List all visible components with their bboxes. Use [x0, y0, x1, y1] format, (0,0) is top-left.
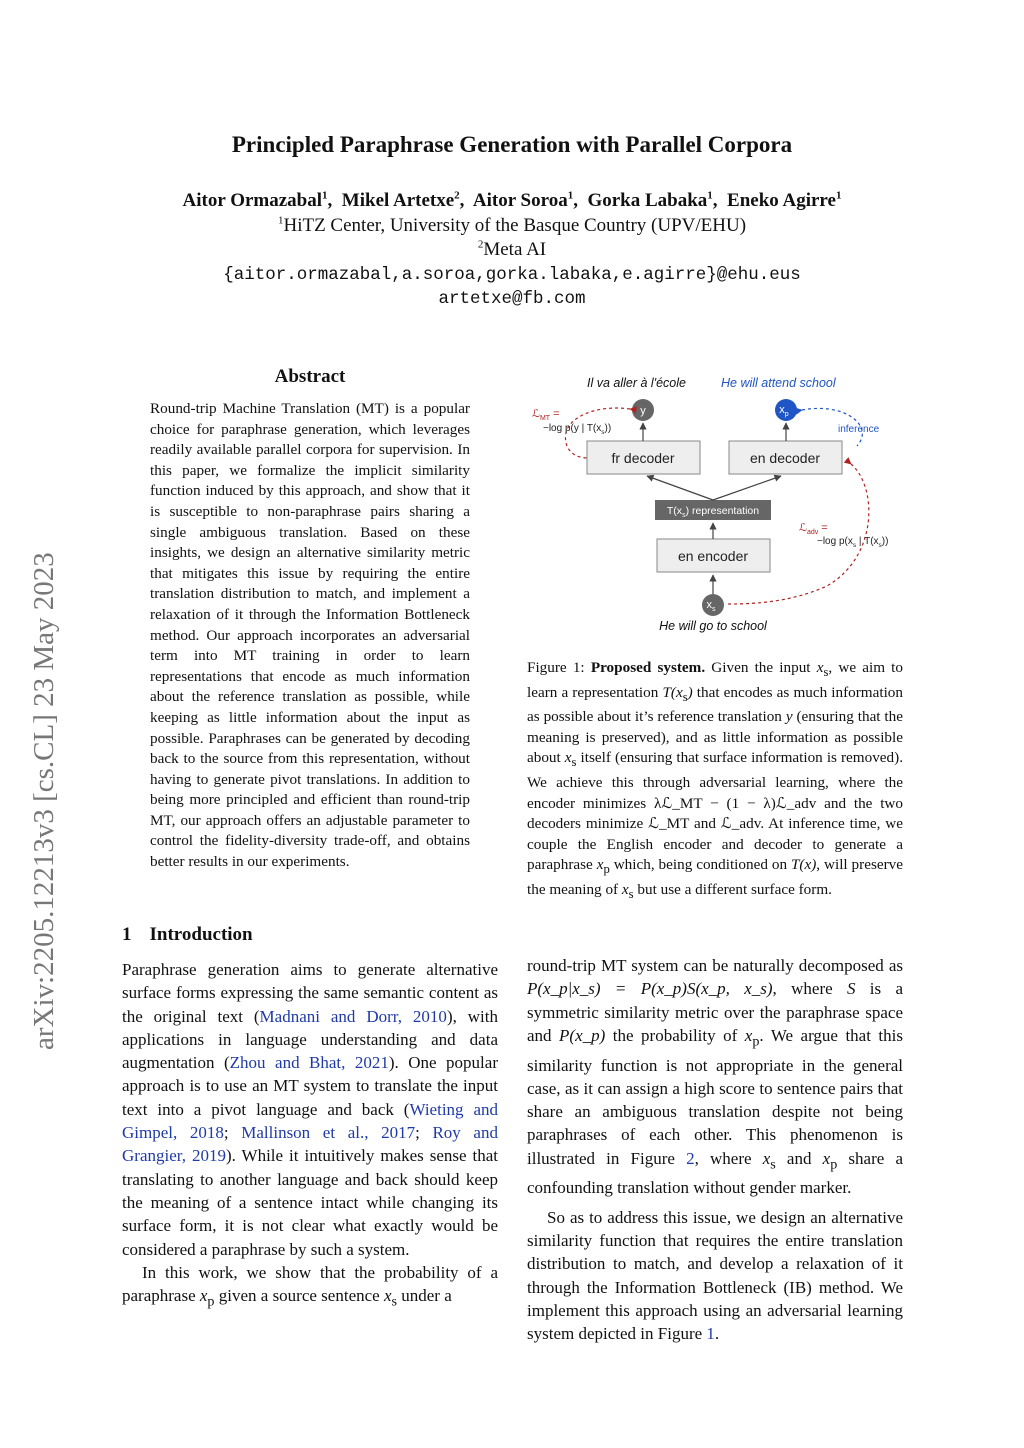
math-xs: x: [564, 749, 572, 767]
en-decoder-label: en decoder: [749, 450, 821, 466]
figure-1-caption: [527, 658, 903, 905]
math-xs: x: [383, 1286, 392, 1306]
affiliation: [0, 239, 1024, 261]
caption-text: but use a different surface form.: [633, 881, 832, 899]
math-Txs-end: ): [687, 683, 693, 701]
svg-text:ℒadv =: [799, 522, 828, 536]
citation-link[interactable]: Mallinson et al., 2017: [241, 1123, 416, 1143]
inference-label: inference: [838, 424, 880, 435]
author: Mikel Artetxe: [341, 190, 455, 211]
author-affil-mark: 1: [322, 189, 328, 202]
node-xp-label: x: [779, 404, 785, 416]
email[interactable]: {aitor.ormazabal,a.soroa,gorka.labaka,e.agirre}@ehu.eus: [223, 265, 801, 285]
fr-decoder-label: fr decoder: [611, 450, 675, 466]
caption-text: and the two decoders minimize: [527, 794, 903, 833]
figure-1-diagram: [527, 366, 903, 646]
author-affil-mark: 1: [835, 189, 842, 202]
affil-num: 1: [277, 214, 284, 227]
text: ). While it intuitively makes sense that translating to another language and back should keep the meaning of a sentence intact while changing its surface form, it is not clear what exactly would be considered a paraphrase by such a system.: [122, 1146, 499, 1259]
text: under a: [397, 1286, 452, 1306]
math-Txs: T(x: [662, 683, 683, 701]
text: ). One popular approach is to use an MT system to translate the input text into a pivot language and back (: [122, 1053, 498, 1119]
caption-text: which, being conditioned on: [609, 856, 791, 874]
text: share a confounding translation without gender marker.: [527, 1148, 904, 1198]
paragraph: [527, 954, 903, 1200]
text: is a symmetric similarity metric over the paraphrase space and: [527, 979, 903, 1045]
author: Aitor Ormazabal: [182, 190, 323, 211]
caption-text: Given the input: [711, 659, 817, 676]
math-decomposition: P(x_p|x_s) = P(x_p)S(x_p, x_s): [527, 979, 773, 999]
figure-link[interactable]: 1: [706, 1324, 715, 1344]
math-xs: x: [762, 1148, 771, 1168]
paragraph: [122, 958, 498, 1261]
svg-text:−log p(xs | T(xs)): [817, 536, 888, 549]
math-sub: s: [571, 755, 577, 770]
abstract-heading: Abstract: [274, 366, 346, 387]
author: Eneko Agirre: [727, 190, 836, 211]
math-sub: s: [770, 1156, 776, 1173]
math-xp: x: [822, 1148, 831, 1168]
caption-text: (ensuring that the meaning is preserved), and as little information as possible about: [527, 708, 903, 767]
math-Tx: T(x): [790, 856, 817, 874]
svg-text:−log p(y | T(xs)): [543, 423, 611, 436]
section-heading: [122, 924, 253, 946]
citation-link[interactable]: Roy and Grangier, 2019: [122, 1123, 498, 1166]
caption-bold: Proposed system.: [590, 659, 706, 676]
caption-prefix: Figure 1:: [527, 659, 591, 676]
math-sub: s: [628, 887, 634, 902]
author-affil-mark: 1: [567, 189, 574, 202]
svg-text:ℒMT =: [532, 408, 560, 422]
math-xs: x: [621, 881, 629, 899]
arxiv-identifier[interactable]: arXiv:2205.12213v3 [cs.CL] 23 May 2023: [28, 552, 60, 1050]
affiliation: [0, 215, 1024, 237]
math-sub: s: [391, 1293, 398, 1310]
caption-text: . At inference time, we couple the English encoder and decoder to generate a paraphrase: [527, 815, 903, 874]
svg-text:T(xs) representation: [667, 505, 759, 519]
repr-label-end: ) representation: [685, 505, 760, 517]
caption-text: , will preserve the meaning of: [527, 856, 903, 899]
node-y-label: y: [640, 405, 646, 417]
math-sub: s: [823, 665, 829, 680]
ladv-expr-end: )): [881, 536, 889, 547]
text: ;: [415, 1123, 433, 1143]
ladv-eq: =: [818, 522, 828, 534]
math-xs: x: [816, 659, 824, 676]
email[interactable]: artetxe@fb.com: [438, 289, 586, 309]
affil-text: HiTZ Center, University of the Basque Country (UPV/EHU): [283, 215, 747, 236]
text: In this work, we show that the probability of a paraphrase: [122, 1262, 498, 1306]
text: , where: [772, 979, 847, 999]
citation-link[interactable]: Madnani and Dorr, 2010: [259, 1006, 447, 1026]
ladv-expr-sub2: s: [878, 542, 882, 549]
text: given a source sentence: [214, 1286, 384, 1306]
citation-link[interactable]: Zhou and Bhat, 2021: [229, 1053, 389, 1073]
text: ;: [223, 1123, 242, 1143]
math-Pxp: P(x_p): [559, 1025, 606, 1045]
text: Paraphrase generation aims to generate alternative surface forms expressing the same semantic content as the original text (: [122, 960, 498, 1026]
abstract-body: Round-trip Machine Translation (MT) is a popular choice for paraphrase generation, which leverages readily available parallel corpora for supervision. In this paper, we formalize the implicit similarity function induced by this approach, and show that it is susceptible to non-paraphrase pairs sharing a single ambiguous translation. Based on these insights, we design an alternative similarity metric that mitigates this issue by requiring the entire translation distribution to match, and implement a relaxation of it through the Information Bottleneck method. Our approach incorporates an adversarial term into MT training in order to learn representations that encode as much information about the reference translation as possible, while keeping as little information about the input as possible. Paraphrases can be generated by decoding back to the source from this representation, without having to generate pivot translations. In addition to being more principled and efficient than round-trip MT, our approach offers an adjustable parameter to control the fidelity-diversity trade-off, and obtains better results in our experiments.: [150, 400, 470, 871]
math-sub: p: [830, 1156, 838, 1173]
section-title: Introduction: [149, 924, 253, 945]
en-encoder-label: en encoder: [677, 548, 749, 564]
text: , where: [694, 1148, 763, 1168]
author-affil-mark: 2: [454, 189, 460, 202]
text: and: [775, 1148, 823, 1168]
caption-text: that encodes as much information as possible about it’s reference translation: [527, 683, 903, 726]
ladv-sub: adv: [806, 529, 819, 536]
math-lmt: ℒ_MT: [648, 815, 690, 833]
caption-text: itself (ensuring that surface information is removed). We achieve this through adversarial learning, where the encoder minimizes: [527, 749, 903, 812]
paragraph: [527, 1206, 903, 1346]
author-affil-mark: 1: [707, 189, 713, 202]
node-xs-label: x: [706, 599, 712, 611]
lmt-expr: −log p(y | T(x: [543, 423, 602, 434]
math-loss-enc: λℒ_MT − (1 − λ)ℒ_adv: [653, 794, 817, 812]
math-sub: p: [752, 1033, 760, 1050]
text: ), with applications in language understanding and data augmentation (: [122, 1006, 498, 1073]
text: the probability of: [605, 1025, 745, 1045]
citation-link[interactable]: Wieting and Gimpel, 2018: [122, 1099, 499, 1143]
affil-text: Meta AI: [483, 239, 547, 260]
math-sub: s: [682, 689, 688, 704]
author: Aitor Soroa: [472, 190, 568, 211]
caption-text: and: [689, 815, 721, 833]
paraphrase-label: He will attend school: [721, 376, 836, 390]
caption-text: , we aim to learn a representation: [527, 659, 903, 701]
author: Gorka Labaka: [587, 190, 708, 211]
math-S: S: [846, 979, 856, 999]
paper-title: Principled Paraphrase Generation with Parallel Corpora: [231, 132, 793, 157]
repr-sub: s: [682, 512, 686, 519]
text: round-trip MT system can be naturally decomposed as: [527, 956, 903, 975]
text: . We argue that this similarity function is not appropriate in the general case, as it can assign a high score to sentence pairs that share an ambiguous translation despite not being paraphrases of each other. This phenomenon is illustrated in Figure: [527, 1025, 903, 1168]
text: .: [714, 1324, 720, 1344]
paragraph: [122, 1261, 498, 1314]
node-xs-sub: s: [712, 606, 716, 613]
source-sentence-label: He will go to school: [659, 619, 767, 633]
lmt-eq: =: [550, 408, 560, 420]
math-xp: x: [744, 1025, 753, 1045]
lmt-symbol: ℒ: [532, 408, 540, 420]
lmt-sub: MT: [539, 415, 551, 422]
node-xp-sub: p: [784, 411, 789, 418]
french-sentence-label: Il va aller à l'école: [587, 376, 686, 390]
figure-link[interactable]: 2: [686, 1148, 695, 1168]
math-y: y: [785, 708, 793, 726]
math-xp: x: [596, 856, 604, 874]
ladv-expr-sub: s: [852, 542, 857, 549]
repr-label: T(x: [666, 505, 683, 517]
affil-num: 2: [477, 238, 484, 251]
intro-right-column: [527, 954, 903, 1346]
math-sub: p: [603, 862, 610, 877]
ladv-symbol: ℒ: [799, 522, 807, 534]
math-xp: x: [199, 1286, 208, 1306]
ladv-expr: −log p(x: [817, 536, 853, 547]
lmt-expr-sub: s: [601, 429, 605, 436]
text: So as to address this issue, we design an alternative similarity function that requires the entire translation distribution to match, and develop a relaxation of it through the Information Bottleneck (IB) method. We implement this approach using an adversarial learning system depicted in Figure: [527, 1207, 903, 1344]
ladv-expr-mid: | T(x: [856, 536, 879, 547]
author-list: Aitor Ormazabal$^1$, Mikel Artetxe$^2$, Aitor Soroa$^1$, Gorka Labaka$^1$, Eneko Agirre$^1$: [182, 189, 842, 211]
intro-left-column: [122, 958, 498, 1314]
section-number: 1: [122, 924, 132, 945]
math-sub: p: [207, 1293, 215, 1310]
lmt-expr-end: )): [604, 423, 612, 434]
math-ladv: ℒ_adv: [720, 815, 761, 833]
